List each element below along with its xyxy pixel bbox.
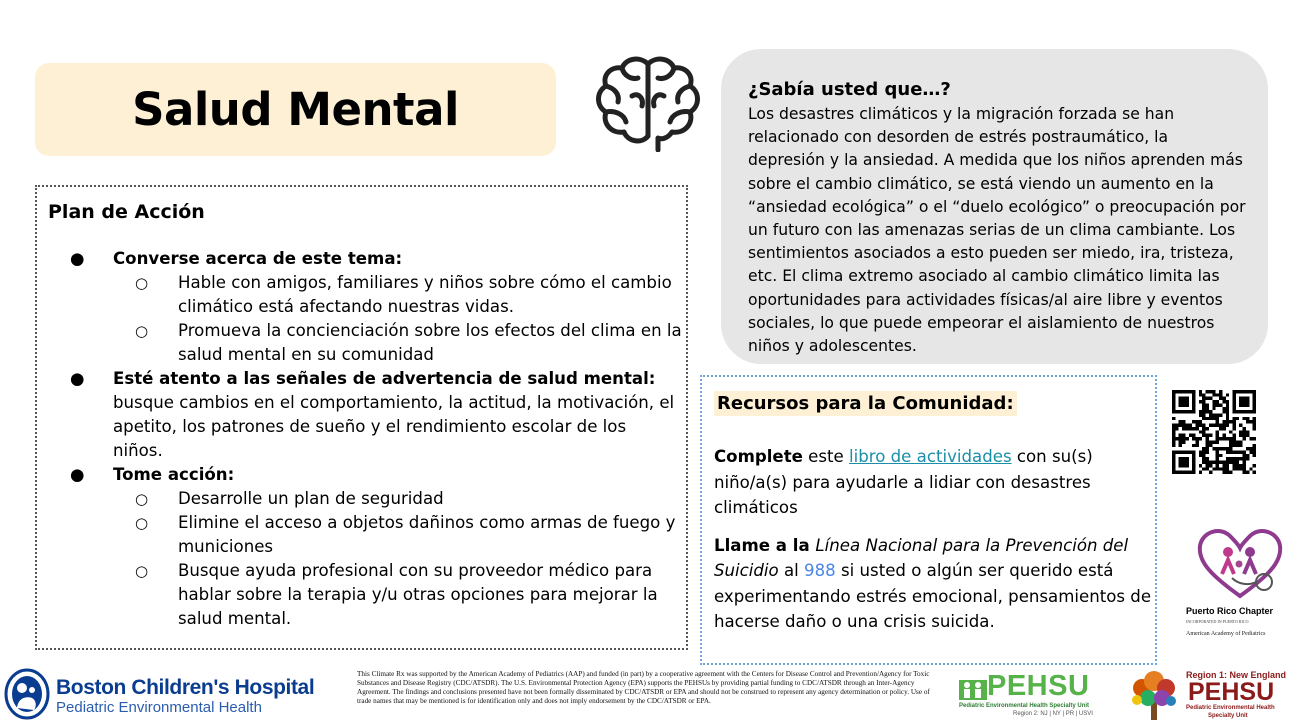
list-item [48, 247, 680, 271]
paragraph-text: este [802, 447, 850, 466]
sub-bullet-icon: ○ [135, 514, 149, 532]
pehsu-region2-logo [957, 672, 1107, 722]
item-lead: Tome acción: [113, 465, 235, 484]
activity-book-link[interactable]: libro de actividades [849, 447, 1012, 466]
did-you-know-heading: ¿Sabía usted que…? [748, 79, 951, 100]
item-text: busque cambios en el comportamiento, la actitud, la motivación, el apetito, los patrones de sueño y el rendimiento escolar de los niños. [113, 393, 675, 460]
title-box [35, 63, 556, 156]
page-title: Salud Mental [132, 83, 459, 136]
subitem-text: Elimine el acceso a objetos dañinos como armas de fuego y municiones [178, 513, 676, 556]
activity-book-paragraph [714, 444, 1154, 521]
bch-shield-icon [4, 668, 50, 720]
sub-bullet-icon: ○ [135, 490, 149, 508]
call-bold: Llame a la [714, 535, 816, 555]
list-subitem [48, 511, 686, 559]
pehsu-tagline-2: Specialty Unit [1208, 713, 1248, 719]
bullet-icon: ● [70, 465, 85, 484]
pehsu-region: Region 2: NJ | NY | PR | USVI [1013, 711, 1093, 717]
pehsu-wordmark: PEHSU [1188, 678, 1275, 706]
hotline-name: Línea Nacional para la Prevención del Suicidio [714, 535, 1129, 580]
paragraph-text: con su(s) niño/a(s) para ayudarle a lidiar con desastres climáticos [714, 447, 1093, 517]
subitem-text: Busque ayuda profesional con su proveedor médico para hablar sobre la terapia y/u otras opciones para mejorar la salud mental. [178, 561, 658, 628]
pehsu-wordmark: PEHSU [987, 670, 1090, 702]
list-item [48, 463, 680, 487]
paragraph-text: si usted o algún ser querido está experimentando estrés emocional, pensamientos de hacerse daño o una crisis suicida. [714, 561, 1152, 631]
list-subitem [48, 319, 686, 367]
brain-icon [592, 52, 704, 152]
heart-family-icon [1192, 522, 1288, 602]
sub-bullet-icon: ○ [135, 322, 149, 340]
chapter-name: Puerto Rico Chapter [1186, 606, 1274, 616]
bch-name: Boston Children's Hospital [56, 676, 315, 699]
pehsu-tagline: Pediatric Environmental Health [1186, 705, 1275, 711]
bch-logo [4, 668, 334, 720]
did-you-know-panel [721, 49, 1268, 364]
hotline-number[interactable]: 988 [804, 561, 836, 580]
paragraph-text: al [778, 561, 805, 580]
sub-bullet-icon: ○ [135, 562, 149, 580]
resources-heading: Recursos para la Comunidad: [714, 391, 1017, 416]
hotline-paragraph [714, 533, 1154, 635]
list-item [48, 367, 680, 463]
chapter-incorporated: INCORPORATED IN PUERTO RICO [1186, 619, 1249, 624]
action-plan-heading: Plan de Acción [48, 201, 205, 223]
action-plan-panel [35, 185, 688, 650]
aap-name: American Academy of Pediatrics [1186, 631, 1266, 637]
pehsu-region1-logo [1126, 668, 1292, 724]
sub-bullet-icon: ○ [135, 274, 149, 292]
bch-subtitle: Pediatric Environmental Health [56, 699, 262, 716]
qr-code-icon[interactable] [1172, 390, 1256, 474]
item-lead: Converse acerca de este tema: [113, 249, 403, 268]
bullet-icon: ● [70, 369, 85, 388]
tree-icon [1126, 668, 1182, 724]
community-resources-panel [700, 375, 1157, 665]
subitem-text: Promueva la concienciación sobre los efectos del clima en la salud mental en su comunidad [178, 321, 682, 364]
subitem-text: Hable con amigos, familiares y niños sobre cómo el cambio climático está afectando nuestras vidas. [178, 273, 672, 316]
bullet-icon: ● [70, 249, 85, 268]
complete-bold: Complete [714, 447, 803, 466]
subitem-text: Desarrolle un plan de seguridad [178, 489, 444, 508]
list-subitem [48, 271, 686, 319]
pehsu-family-icon [959, 678, 987, 700]
funding-disclaimer: This Climate Rx was supported by the American Academy of Pediatrics (AAP) and funded (in part) by a cooperative agreement with the Centers for Disease Control and Prevention/Agency for Toxic Substances and Disease Registry (CDC/ATSDR). The U.S. Environmental Protection Agency (EPA) supports the PEHSUs by providing partial funding to CDC/ATSDR through an Inter-Agency Agreement. The findings and conclusions presented have not been formally disseminated by CDC/ATSDR or EPA and should not be construed to represent any agency determination or policy. Use of trade names that may be mentioned is for identification only and does not imply endorsement by the CDC/ATSDR or EPA. [357, 670, 930, 706]
list-subitem [48, 559, 686, 631]
pehsu-region-label: Region 1: New England [1186, 670, 1287, 680]
pehsu-tagline: Pediatric Environmental Health Specialty Unit [959, 703, 1090, 709]
aap-puerto-rico-logo [1184, 522, 1292, 650]
did-you-know-text: Los desastres climáticos y la migración forzada se han relacionado con desorden de estrés postraumático, la depresión y la ansiedad. A medida que los niños aprenden más sobre el cambio climático, se está viendo un aumento en la “ansiedad ecológica” o el “duelo ecológico” o preocupación por un futuro con las amenazas serias de un clima cambiante. Los sentimientos asociados a esto pueden ser miedo, ira, tristeza, etc. El clima extremo asociado al cambio climático limita las oportunidades para actividades físicas/al aire libre y eventos sociales, lo que puede empeorar el aislamiento de nuestros niños y adolescentes. [748, 105, 1246, 356]
list-subitem [48, 487, 686, 511]
item-lead: Esté atento a las señales de advertencia de salud mental: [113, 369, 656, 388]
